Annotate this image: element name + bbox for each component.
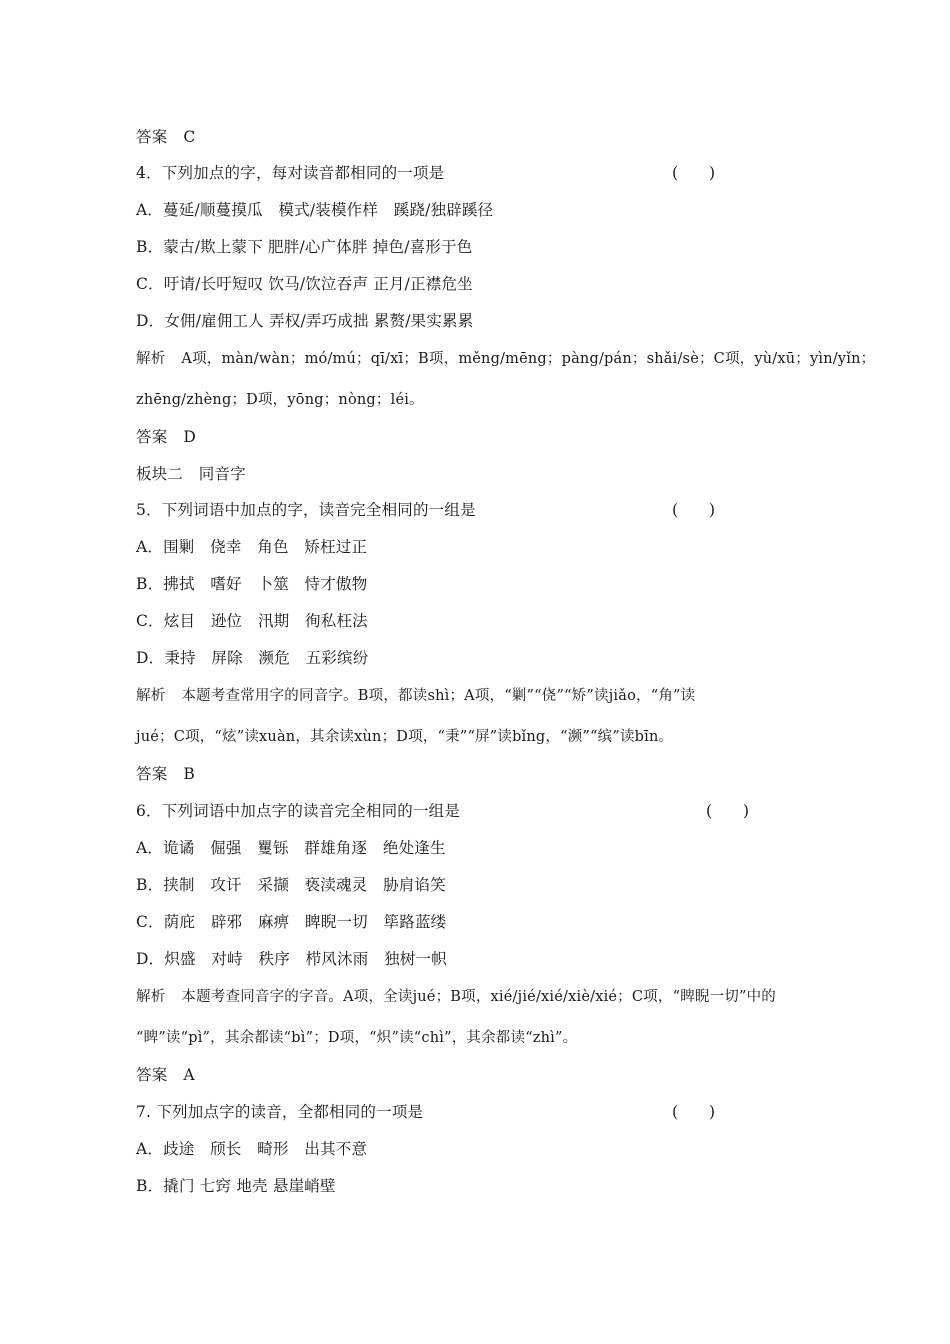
question-5-option-b: B．拂拭 嗜好 卜筮 恃才傲物 <box>136 575 368 593</box>
question-5-stem: 5．下列词语中加点的字，读音完全相同的一组是 <box>136 501 476 519</box>
question-5-answer <box>136 764 195 784</box>
question-4-stem: 4．下列加点的字，每对读音都相同的一项是 <box>136 164 445 182</box>
question-4-option-d: D．女佣/雇佣工人 弄权/弄巧成拙 累赘/果实累累 <box>136 312 474 330</box>
analysis-label: 解析 <box>136 688 166 704</box>
answer-line <box>136 127 195 147</box>
question-4-analysis <box>136 349 875 369</box>
analysis-label: 解析 <box>136 351 166 367</box>
answer-value: A <box>183 1066 195 1084</box>
question-5-analysis <box>136 686 695 706</box>
question-4-option-a: A．蔓延/顺蔓摸瓜 模式/装模作样 蹊跷/独辟蹊径 <box>136 201 494 219</box>
answer-value: D <box>183 428 197 446</box>
question-5-answer-blank: ( ) <box>672 501 716 519</box>
question-4-answer <box>136 427 196 447</box>
question-7-answer-blank: ( ) <box>672 1103 716 1121</box>
question-5-option-c: C．炫目 逊位 汛期 徇私枉法 <box>136 612 368 630</box>
answer-value: C <box>183 128 196 146</box>
question-4-answer-blank: ( ) <box>672 164 716 182</box>
answer-label: 答案 <box>136 1066 168 1084</box>
analysis-text: A项，màn/wàn；mó/mú；qī/xī；B项，měng/mēng；pàng/pán；shǎi/sè；C项，yù/xū；yìn/yǐn； <box>181 351 876 367</box>
analysis-text: 本题考查常用字的同音字。B项，都读shì；A项，“剿”“侥”“矫”读jiǎo，“角”读 <box>181 688 696 704</box>
question-7-option-b: B．撬门 七窍 地壳 悬崖峭壁 <box>136 1177 336 1195</box>
question-6-option-a: A．诡谲 倔强 矍铄 群雄角逐 绝处逢生 <box>136 839 446 857</box>
question-5-option-a: A．围剿 侥幸 角色 矫枉过正 <box>136 538 368 556</box>
question-6-analysis-cont: “睥”读“pì”，其余都读“bì”；D项，“炽”读“chì”，其余都读“zhì”。 <box>136 1030 578 1046</box>
question-7-option-a: A．歧途 颀长 畸形 出其不意 <box>136 1140 368 1158</box>
question-6-analysis <box>136 987 776 1007</box>
question-5-option-d: D．秉持 屏除 濒危 五彩缤纷 <box>136 649 369 667</box>
analysis-label: 解析 <box>136 989 166 1005</box>
answer-value: B <box>183 765 195 783</box>
question-6-answer-blank: ( ) <box>706 802 750 820</box>
question-4-option-b: B．蒙古/欺上蒙下 肥胖/心广体胖 掉色/喜形于色 <box>136 238 473 256</box>
analysis-text: 本题考查同音字的字音。A项，全读jué；B项，xié/jié/xié/xiè/xié；C项，“睥睨一切”中的 <box>181 989 777 1005</box>
answer-label: 答案 <box>136 765 168 783</box>
question-4-analysis-cont: zhēng/zhèng；D项，yōng；nòng；léi。 <box>136 392 424 408</box>
answer-label: 答案 <box>136 128 168 146</box>
question-6-option-b: B．挟制 攻讦 采撷 亵渎魂灵 胁肩谄笑 <box>136 876 446 894</box>
question-6-stem: 6．下列词语中加点字的读音完全相同的一组是 <box>136 802 461 820</box>
question-6-option-d: D．炽盛 对峙 秩序 栉风沐雨 独树一帜 <box>136 950 447 968</box>
answer-label: 答案 <box>136 428 168 446</box>
question-4-option-c: C．吁请/长吁短叹 饮马/饮泣吞声 正月/正襟危坐 <box>136 275 473 293</box>
question-7-stem: 7. 下列加点字的读音，全都相同的一项是 <box>136 1103 424 1121</box>
question-6-answer <box>136 1065 195 1085</box>
question-5-analysis-cont: jué；C项，“炫”读xuàn，其余读xùn；D项，“秉”“屏”读bǐng，“濒”“缤”读bīn。 <box>136 729 674 745</box>
section-heading: 板块二 同音字 <box>136 465 246 483</box>
question-6-option-c: C．荫庇 辟邪 麻痹 睥睨一切 筚路蓝缕 <box>136 913 447 931</box>
